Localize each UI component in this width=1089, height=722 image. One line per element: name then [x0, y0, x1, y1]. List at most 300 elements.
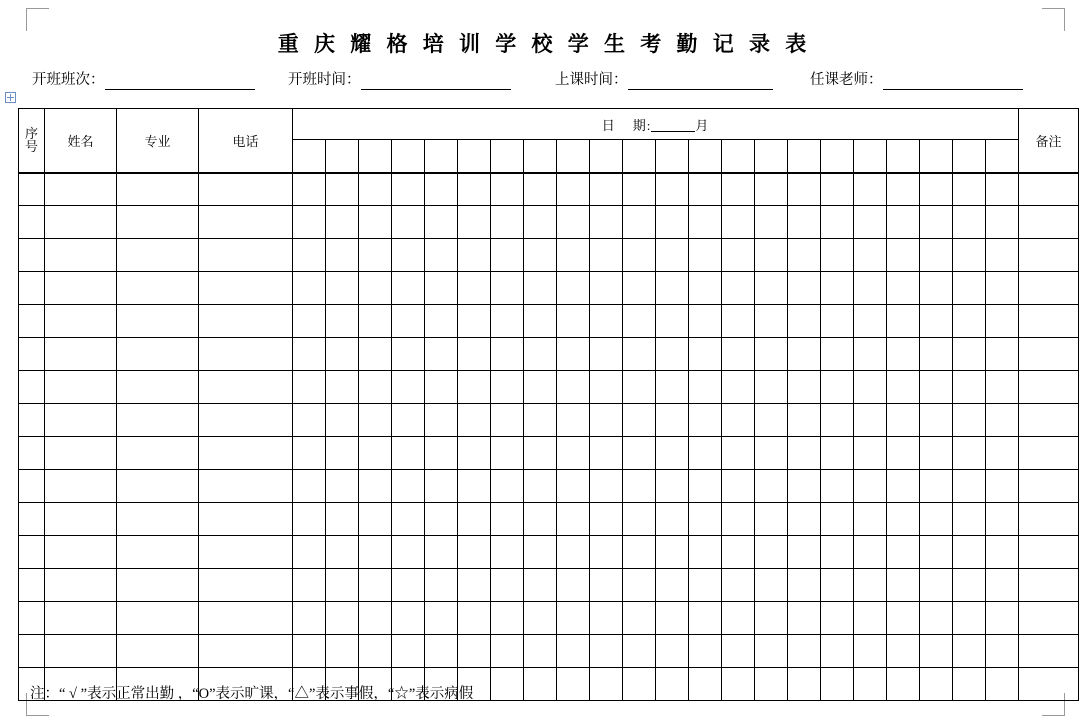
table-cell[interactable] — [19, 569, 45, 602]
table-cell[interactable] — [986, 305, 1019, 338]
header-cell-day[interactable] — [524, 140, 557, 173]
table-cell[interactable] — [392, 569, 425, 602]
table-cell[interactable] — [359, 305, 392, 338]
table-cell[interactable] — [986, 602, 1019, 635]
table-cell[interactable] — [524, 404, 557, 437]
table-cell[interactable] — [953, 338, 986, 371]
table-cell[interactable] — [1019, 206, 1079, 239]
table-cell[interactable] — [689, 602, 722, 635]
table-cell[interactable] — [1019, 272, 1079, 305]
table-cell[interactable] — [524, 437, 557, 470]
table-cell[interactable] — [887, 470, 920, 503]
table-cell[interactable] — [425, 569, 458, 602]
table-cell[interactable] — [293, 470, 326, 503]
table-cell[interactable] — [590, 470, 623, 503]
table-cell[interactable] — [1019, 503, 1079, 536]
header-cell-day[interactable] — [821, 140, 854, 173]
table-cell[interactable] — [623, 668, 656, 701]
table-cell[interactable] — [45, 503, 117, 536]
table-cell[interactable] — [755, 272, 788, 305]
table-cell[interactable] — [458, 602, 491, 635]
table-cell[interactable] — [722, 635, 755, 668]
table-cell[interactable] — [293, 437, 326, 470]
table-cell[interactable] — [920, 635, 953, 668]
table-cell[interactable] — [590, 668, 623, 701]
table-cell[interactable] — [755, 569, 788, 602]
table-cell[interactable] — [821, 206, 854, 239]
header-cell-day[interactable] — [920, 140, 953, 173]
table-cell[interactable] — [854, 272, 887, 305]
table-cell[interactable] — [788, 305, 821, 338]
table-cell[interactable] — [117, 206, 199, 239]
table-cell[interactable] — [755, 437, 788, 470]
table-cell[interactable] — [1019, 173, 1079, 206]
table-cell[interactable] — [821, 602, 854, 635]
table-cell[interactable] — [392, 272, 425, 305]
table-cell[interactable] — [19, 173, 45, 206]
table-cell[interactable] — [590, 569, 623, 602]
table-cell[interactable] — [458, 536, 491, 569]
table-cell[interactable] — [524, 338, 557, 371]
table-cell[interactable] — [458, 569, 491, 602]
table-cell[interactable] — [656, 536, 689, 569]
table-cell[interactable] — [45, 437, 117, 470]
table-cell[interactable] — [199, 173, 293, 206]
table-cell[interactable] — [392, 173, 425, 206]
table-cell[interactable] — [392, 503, 425, 536]
table-cell[interactable] — [19, 206, 45, 239]
table-cell[interactable] — [953, 668, 986, 701]
table-cell[interactable] — [326, 569, 359, 602]
table-cell[interactable] — [887, 239, 920, 272]
table-cell[interactable] — [19, 470, 45, 503]
table-cell[interactable] — [656, 437, 689, 470]
table-cell[interactable] — [953, 536, 986, 569]
table-cell[interactable] — [854, 635, 887, 668]
table-cell[interactable] — [854, 503, 887, 536]
header-cell-day[interactable] — [590, 140, 623, 173]
table-cell[interactable] — [45, 338, 117, 371]
table-cell[interactable] — [45, 239, 117, 272]
table-cell[interactable] — [557, 173, 590, 206]
table-cell[interactable] — [557, 206, 590, 239]
table-cell[interactable] — [953, 569, 986, 602]
table-cell[interactable] — [887, 404, 920, 437]
table-cell[interactable] — [854, 371, 887, 404]
table-cell[interactable] — [722, 173, 755, 206]
table-cell[interactable] — [117, 437, 199, 470]
table-cell[interactable] — [689, 503, 722, 536]
table-cell[interactable] — [1019, 470, 1079, 503]
table-cell[interactable] — [986, 503, 1019, 536]
table-cell[interactable] — [425, 371, 458, 404]
table-cell[interactable] — [755, 338, 788, 371]
table-cell[interactable] — [854, 536, 887, 569]
table-cell[interactable] — [199, 536, 293, 569]
table-cell[interactable] — [491, 470, 524, 503]
table-cell[interactable] — [755, 470, 788, 503]
table-cell[interactable] — [788, 437, 821, 470]
table-cell[interactable] — [326, 635, 359, 668]
table-cell[interactable] — [359, 635, 392, 668]
table-cell[interactable] — [590, 173, 623, 206]
table-cell[interactable] — [19, 371, 45, 404]
table-cell[interactable] — [854, 206, 887, 239]
table-cell[interactable] — [887, 635, 920, 668]
table-cell[interactable] — [986, 272, 1019, 305]
table-cell[interactable] — [425, 272, 458, 305]
table-cell[interactable] — [623, 470, 656, 503]
table-cell[interactable] — [199, 503, 293, 536]
table-cell[interactable] — [722, 272, 755, 305]
table-cell[interactable] — [590, 305, 623, 338]
table-cell[interactable] — [788, 371, 821, 404]
table-cell[interactable] — [359, 206, 392, 239]
table-cell[interactable] — [755, 206, 788, 239]
table-cell[interactable] — [788, 404, 821, 437]
table-cell[interactable] — [854, 569, 887, 602]
table-cell[interactable] — [854, 338, 887, 371]
table-cell[interactable] — [722, 404, 755, 437]
table-cell[interactable] — [557, 470, 590, 503]
table-cell[interactable] — [425, 338, 458, 371]
table-cell[interactable] — [425, 602, 458, 635]
header-cell-day[interactable] — [293, 140, 326, 173]
table-cell[interactable] — [359, 437, 392, 470]
field-class-time-input[interactable] — [628, 74, 773, 90]
table-cell[interactable] — [887, 305, 920, 338]
table-cell[interactable] — [524, 536, 557, 569]
table-cell[interactable] — [359, 503, 392, 536]
table-cell[interactable] — [920, 437, 953, 470]
table-cell[interactable] — [953, 305, 986, 338]
table-cell[interactable] — [689, 404, 722, 437]
table-cell[interactable] — [45, 272, 117, 305]
table-cell[interactable] — [986, 239, 1019, 272]
table-cell[interactable] — [326, 536, 359, 569]
table-cell[interactable] — [45, 404, 117, 437]
table-cell[interactable] — [392, 305, 425, 338]
table-cell[interactable] — [425, 437, 458, 470]
table-cell[interactable] — [854, 173, 887, 206]
table-cell[interactable] — [656, 371, 689, 404]
table-cell[interactable] — [524, 503, 557, 536]
table-cell[interactable] — [326, 602, 359, 635]
table-cell[interactable] — [722, 239, 755, 272]
table-cell[interactable] — [887, 371, 920, 404]
table-cell[interactable] — [117, 470, 199, 503]
field-start-date[interactable] — [288, 68, 511, 90]
table-cell[interactable] — [887, 602, 920, 635]
table-cell[interactable] — [524, 371, 557, 404]
table-cell[interactable] — [590, 206, 623, 239]
table-cell[interactable] — [199, 371, 293, 404]
table-cell[interactable] — [821, 503, 854, 536]
table-cell[interactable] — [689, 305, 722, 338]
field-teacher-input[interactable] — [883, 74, 1023, 90]
table-cell[interactable] — [117, 371, 199, 404]
header-cell-date-range[interactable] — [293, 109, 1019, 140]
table-cell[interactable] — [392, 470, 425, 503]
table-cell[interactable] — [722, 206, 755, 239]
table-cell[interactable] — [491, 173, 524, 206]
table-cell[interactable] — [656, 404, 689, 437]
table-cell[interactable] — [45, 305, 117, 338]
header-cell-day[interactable] — [722, 140, 755, 173]
table-cell[interactable] — [920, 569, 953, 602]
table-cell[interactable] — [117, 536, 199, 569]
table-cell[interactable] — [19, 239, 45, 272]
table-cell[interactable] — [986, 569, 1019, 602]
table-cell[interactable] — [1019, 404, 1079, 437]
table-cell[interactable] — [199, 206, 293, 239]
table-cell[interactable] — [920, 239, 953, 272]
date-input[interactable] — [651, 117, 695, 132]
field-class-time[interactable] — [555, 68, 773, 90]
table-cell[interactable] — [821, 272, 854, 305]
table-cell[interactable] — [788, 338, 821, 371]
table-cell[interactable] — [359, 371, 392, 404]
table-cell[interactable] — [557, 272, 590, 305]
table-cell[interactable] — [623, 602, 656, 635]
table-cell[interactable] — [524, 602, 557, 635]
table-cell[interactable] — [953, 173, 986, 206]
table-cell[interactable] — [656, 602, 689, 635]
table-cell[interactable] — [920, 272, 953, 305]
field-class-session[interactable] — [32, 68, 255, 90]
table-cell[interactable] — [326, 305, 359, 338]
table-cell[interactable] — [689, 536, 722, 569]
table-cell[interactable] — [293, 272, 326, 305]
table-cell[interactable] — [920, 668, 953, 701]
table-cell[interactable] — [199, 635, 293, 668]
table-cell[interactable] — [458, 437, 491, 470]
table-cell[interactable] — [359, 404, 392, 437]
table-cell[interactable] — [623, 173, 656, 206]
table-cell[interactable] — [722, 470, 755, 503]
table-cell[interactable] — [887, 503, 920, 536]
table-cell[interactable] — [326, 239, 359, 272]
table-cell[interactable] — [656, 503, 689, 536]
table-cell[interactable] — [1019, 668, 1079, 701]
table-cell[interactable] — [656, 338, 689, 371]
table-cell[interactable] — [326, 206, 359, 239]
table-cell[interactable] — [326, 272, 359, 305]
table-cell[interactable] — [656, 668, 689, 701]
table-cell[interactable] — [491, 536, 524, 569]
table-cell[interactable] — [788, 206, 821, 239]
table-cell[interactable] — [491, 305, 524, 338]
table-cell[interactable] — [656, 272, 689, 305]
table-cell[interactable] — [854, 470, 887, 503]
table-cell[interactable] — [293, 569, 326, 602]
table-cell[interactable] — [722, 305, 755, 338]
table-cell[interactable] — [458, 173, 491, 206]
table-cell[interactable] — [117, 239, 199, 272]
header-cell-day[interactable] — [392, 140, 425, 173]
table-cell[interactable] — [359, 470, 392, 503]
table-cell[interactable] — [359, 338, 392, 371]
table-cell[interactable] — [656, 305, 689, 338]
table-cell[interactable] — [326, 470, 359, 503]
table-cell[interactable] — [458, 239, 491, 272]
table-cell[interactable] — [425, 536, 458, 569]
table-cell[interactable] — [392, 338, 425, 371]
table-cell[interactable] — [953, 602, 986, 635]
table-cell[interactable] — [623, 569, 656, 602]
table-cell[interactable] — [1019, 569, 1079, 602]
table-cell[interactable] — [557, 635, 590, 668]
table-cell[interactable] — [557, 305, 590, 338]
table-cell[interactable] — [821, 569, 854, 602]
table-cell[interactable] — [359, 569, 392, 602]
table-cell[interactable] — [788, 569, 821, 602]
table-cell[interactable] — [117, 305, 199, 338]
table-cell[interactable] — [45, 206, 117, 239]
table-cell[interactable] — [623, 635, 656, 668]
table-cell[interactable] — [557, 503, 590, 536]
table-cell[interactable] — [920, 371, 953, 404]
table-cell[interactable] — [788, 536, 821, 569]
table-cell[interactable] — [45, 635, 117, 668]
table-cell[interactable] — [293, 173, 326, 206]
table-cell[interactable] — [689, 272, 722, 305]
table-cell[interactable] — [854, 305, 887, 338]
table-cell[interactable] — [986, 536, 1019, 569]
table-cell[interactable] — [359, 602, 392, 635]
table-cell[interactable] — [491, 206, 524, 239]
table-cell[interactable] — [821, 371, 854, 404]
table-cell[interactable] — [524, 272, 557, 305]
table-cell[interactable] — [656, 470, 689, 503]
table-cell[interactable] — [425, 470, 458, 503]
table-cell[interactable] — [458, 404, 491, 437]
header-cell-day[interactable] — [557, 140, 590, 173]
table-move-handle-icon[interactable] — [5, 92, 16, 103]
table-cell[interactable] — [392, 206, 425, 239]
table-cell[interactable] — [920, 503, 953, 536]
table-cell[interactable] — [199, 305, 293, 338]
table-cell[interactable] — [623, 272, 656, 305]
table-cell[interactable] — [953, 404, 986, 437]
table-cell[interactable] — [491, 668, 524, 701]
table-cell[interactable] — [590, 404, 623, 437]
table-cell[interactable] — [821, 305, 854, 338]
table-cell[interactable] — [656, 206, 689, 239]
table-cell[interactable] — [953, 206, 986, 239]
table-cell[interactable] — [293, 206, 326, 239]
table-cell[interactable] — [425, 635, 458, 668]
table-cell[interactable] — [590, 536, 623, 569]
table-cell[interactable] — [854, 437, 887, 470]
table-cell[interactable] — [117, 338, 199, 371]
table-cell[interactable] — [953, 635, 986, 668]
table-cell[interactable] — [920, 536, 953, 569]
table-cell[interactable] — [117, 272, 199, 305]
table-cell[interactable] — [293, 338, 326, 371]
table-cell[interactable] — [199, 437, 293, 470]
table-cell[interactable] — [953, 503, 986, 536]
header-cell-day[interactable] — [854, 140, 887, 173]
table-cell[interactable] — [359, 239, 392, 272]
table-cell[interactable] — [1019, 239, 1079, 272]
table-cell[interactable] — [19, 536, 45, 569]
table-cell[interactable] — [920, 305, 953, 338]
table-cell[interactable] — [755, 239, 788, 272]
table-cell[interactable] — [524, 569, 557, 602]
table-cell[interactable] — [392, 239, 425, 272]
table-cell[interactable] — [524, 668, 557, 701]
table-cell[interactable] — [425, 173, 458, 206]
table-cell[interactable] — [45, 569, 117, 602]
table-cell[interactable] — [887, 173, 920, 206]
table-cell[interactable] — [722, 536, 755, 569]
table-cell[interactable] — [491, 635, 524, 668]
table-cell[interactable] — [557, 668, 590, 701]
table-cell[interactable] — [491, 404, 524, 437]
table-cell[interactable] — [623, 239, 656, 272]
table-cell[interactable] — [117, 404, 199, 437]
table-cell[interactable] — [755, 404, 788, 437]
table-cell[interactable] — [788, 239, 821, 272]
table-cell[interactable] — [491, 602, 524, 635]
header-cell-day[interactable] — [359, 140, 392, 173]
table-cell[interactable] — [19, 437, 45, 470]
table-cell[interactable] — [887, 338, 920, 371]
table-cell[interactable] — [458, 338, 491, 371]
table-cell[interactable] — [689, 668, 722, 701]
table-cell[interactable] — [199, 239, 293, 272]
table-cell[interactable] — [326, 404, 359, 437]
table-cell[interactable] — [425, 206, 458, 239]
table-cell[interactable] — [821, 437, 854, 470]
table-cell[interactable] — [557, 536, 590, 569]
table-cell[interactable] — [854, 404, 887, 437]
table-cell[interactable] — [326, 338, 359, 371]
table-cell[interactable] — [590, 338, 623, 371]
table-cell[interactable] — [117, 602, 199, 635]
table-cell[interactable] — [293, 404, 326, 437]
table-cell[interactable] — [920, 602, 953, 635]
table-cell[interactable] — [19, 404, 45, 437]
table-cell[interactable] — [788, 602, 821, 635]
table-cell[interactable] — [722, 569, 755, 602]
table-cell[interactable] — [45, 536, 117, 569]
table-cell[interactable] — [458, 470, 491, 503]
table-cell[interactable] — [854, 239, 887, 272]
header-cell-day[interactable] — [656, 140, 689, 173]
table-cell[interactable] — [689, 206, 722, 239]
table-cell[interactable] — [920, 470, 953, 503]
table-cell[interactable] — [887, 437, 920, 470]
table-cell[interactable] — [557, 569, 590, 602]
table-cell[interactable] — [755, 503, 788, 536]
table-cell[interactable] — [117, 569, 199, 602]
table-cell[interactable] — [557, 437, 590, 470]
table-cell[interactable] — [524, 239, 557, 272]
table-cell[interactable] — [524, 635, 557, 668]
header-cell-day[interactable] — [623, 140, 656, 173]
field-class-session-input[interactable] — [105, 74, 255, 90]
table-cell[interactable] — [524, 173, 557, 206]
table-cell[interactable] — [656, 239, 689, 272]
table-cell[interactable] — [623, 536, 656, 569]
table-cell[interactable] — [326, 437, 359, 470]
table-cell[interactable] — [590, 371, 623, 404]
table-cell[interactable] — [788, 173, 821, 206]
table-cell[interactable] — [953, 371, 986, 404]
table-cell[interactable] — [1019, 437, 1079, 470]
